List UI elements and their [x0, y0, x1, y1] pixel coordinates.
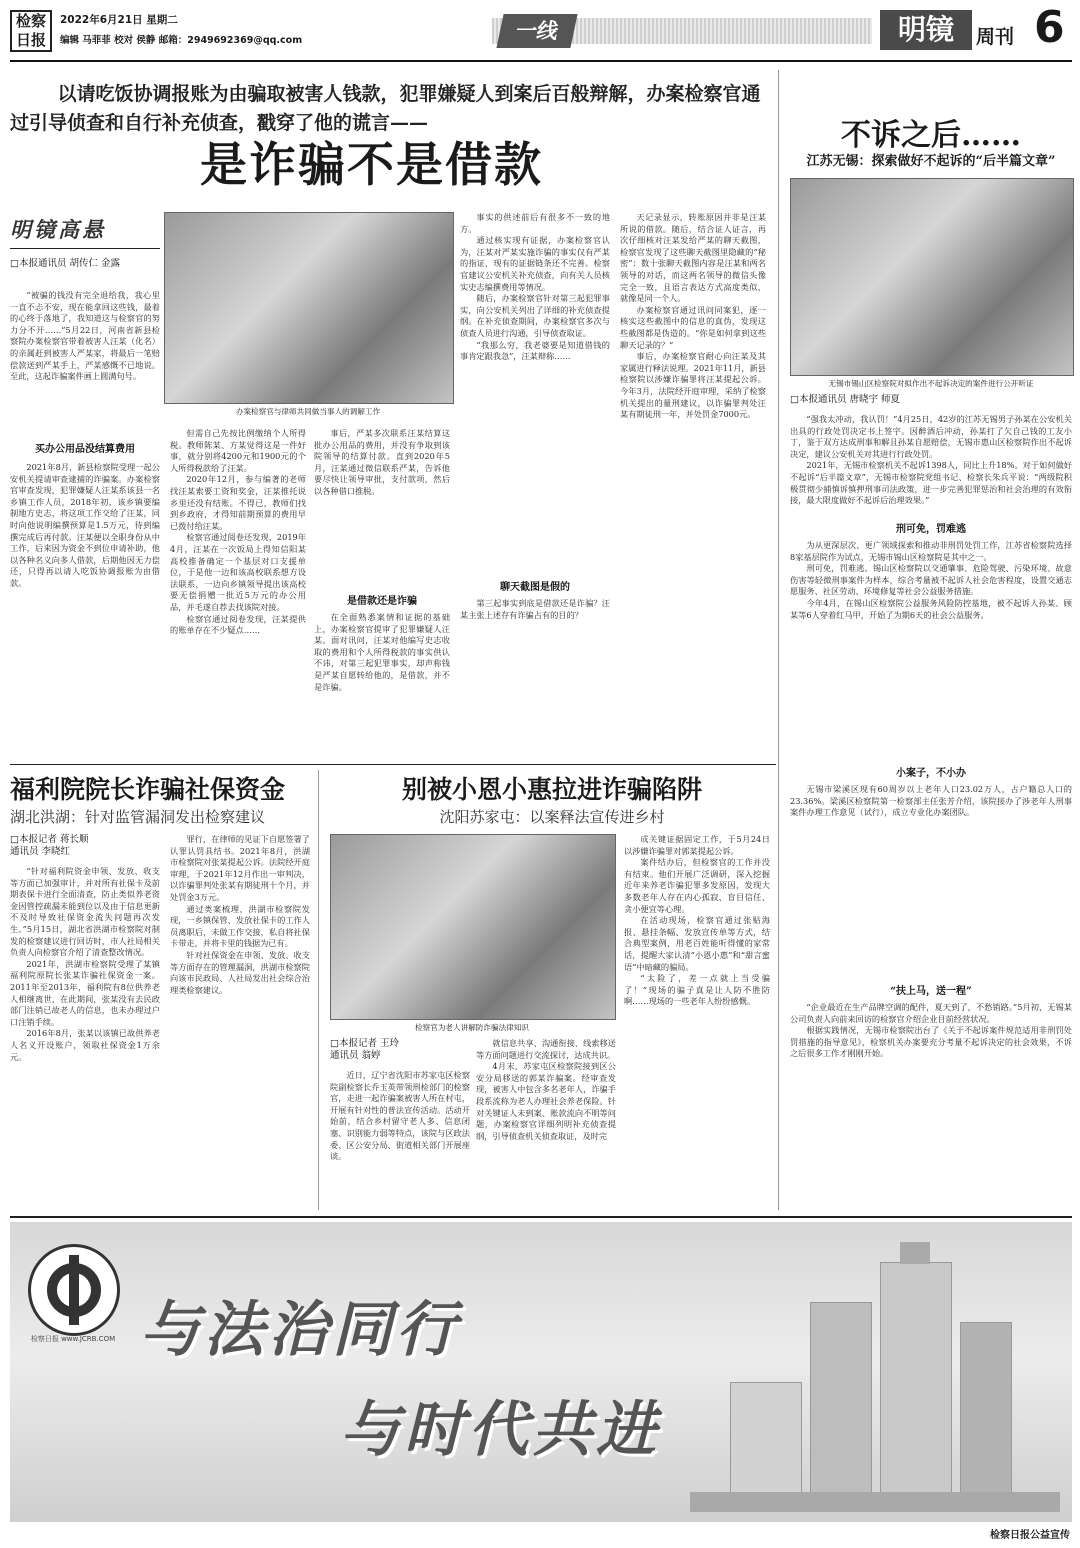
- right-subhead-2: 小案子，不小办: [896, 768, 966, 779]
- paragraph: 根据实践情况，无锡市检察院出台了《关于不起诉案件规范适用非刑罚处罚措施的指导意见》，检察机关办案要充分考量不起诉决定的社会效果，不诉之后很多工作才刚刚开始。: [790, 1025, 1072, 1059]
- paragraph: 2020年12月，参与编著的老师找汪某索要工资和奖金，汪某推托说乡里还没有结账。不得已，教师们找到乡政府，才得知前期预算的费用早已拨付给汪某。: [170, 474, 306, 531]
- jcrb-logo-icon: [28, 1244, 120, 1336]
- lead-column-4b: [460, 598, 610, 758]
- section-tag: 一线: [496, 14, 577, 48]
- paragraph: 随后，办案检察官针对第三起犯罪事实，向公安机关列出了详细的补充侦查提纲。在补充侦查期间，办案检察官多次与侦查人员进行沟通，引导侦查取证。: [460, 293, 610, 338]
- paragraph: 案件结办后，但检察官的工作并没有结束。他们开展广泛调研，深入挖掘近年来养老诈骗犯罪多发原因，发现大多数老年人存在内心孤寂、盲目信任、贪小便宜等心理。: [624, 857, 770, 914]
- paragraph: 4月末，苏家屯区检察院接到区公安分局移送的郭某诈骗案。经审查发现，被害人中包含多名老年人，诈骗手段系流称为老人办理社会养老保险。针对关键证人未到案、账款流向不明等问题，办案检察官详细列明补充侦查提纲，引导侦查机关侦查取证，及时完: [476, 1061, 616, 1141]
- right-body-4: [790, 1002, 1072, 1208]
- banner-slogan-2: 与时代共进: [340, 1395, 660, 1465]
- scam-subheadline: 沈阳苏家屯：以案释法宣传进乡村: [439, 808, 665, 826]
- lead-kicker: 以请吃饭协调报账为由骗取被害人钱款，犯罪嫌疑人到案后百般辩解，办案检察官通过引导侦查和自行补充侦查，戳穿了他的谎言——: [10, 83, 761, 134]
- date-line: 2022年6月21日 星期二: [60, 14, 178, 26]
- paragraph: “针对福利院资金申领、发放、收支等方面已加强审计，并对所有社保卡及前期表保卡进行全面清查，防止类似养老资金因管控疏漏未能到位以及由于信息更新不及时导致社保资金流失问题再次发生。”5月15日，湖北省洪湖市检察院对制发的检察建议进行回访时，市人社局相关负责人向检察官介绍了清查整改情况。: [10, 866, 160, 958]
- paragraph: “企业最近在生产品牌空调的配件，夏天到了，不愁销路。”5月初，无锡某公司负责人向前来回访的检察官介绍企业目前经营状况。: [790, 1002, 1072, 1024]
- lead-headline: 是诈骗不是借款: [200, 138, 543, 193]
- scam-photo: [330, 834, 616, 1020]
- lead-photo-caption: 办案检察官与律师共同做当事人的调解工作: [235, 407, 381, 416]
- lead-column-3: [314, 428, 450, 588]
- scam-column-2: [476, 1038, 616, 1208]
- column-label: 明镜高悬: [10, 217, 106, 242]
- paragraph: 就信息共享、沟通衔接、线索移送等方面问题进行交流探讨，达成共识。: [476, 1038, 616, 1060]
- paragraph: “被骗的钱没有完全退给我，我心里一直不忐不安，现在能拿回这些钱，最着的心终于落地了，我知道这与检察官的努力分不开……”5月22日，河南省新县检察院办案检察官带着被害人汪某（化名）的亲属赶到被害人严某家，将最后一笔赔偿款送到严某手上，严某感慨不已地说。至此，这起诈骗案件画上圆满句号。: [10, 290, 160, 382]
- paragraph: 但需自己先按比例缴纳个人所得税。教师陈某、方某觉得这是一件好事，就分别将4200元和1900元的个人所得税款给了汪某。: [170, 428, 306, 473]
- paragraph: 罪行，在律师的见证下自愿签署了认罪认罚具结书。2021年8月，洪湖市检察院对张某提起公诉。法院经开庭审理，于2021年12月作出一审判决，以诈骗罪判处张某有期徒刑十个月，并处罚金3万元。: [170, 834, 310, 902]
- right-byline: □本报通讯员 唐晓宇 师夏: [790, 394, 901, 405]
- paragraph: 2021年8月，新县检察院受理一起公安机关提请审查逮捕的诈骗案。办案检察官审查发现，犯罪嫌疑人汪某系该县一名乡镇工作人员，2018年初，该乡镇要编制地方史志，将这项工作交给了汪某，同时向他说明编撰预算是1.5万元，待到编撰完成后再付款。汪某便以全职身份从中工作，后来因为资金不到位申请补助，他以各种名义向多人借款，后期他因无力偿还，只得再以请人吃饭协调报账为由借款。: [10, 462, 160, 588]
- welfare-subheadline: 湖北洪湖：针对监管漏洞发出检察建议: [10, 808, 266, 826]
- paragraph: 2021年，无锡市检察机关不起诉1398人，同比上升18%。对于如何做好不起诉“后半篇文章”，无锡市检察院党组书记、检察长朱兵平说：“两级院积极贯彻少捕慎诉慎押刑事司法政策，进一步完善犯罪惩治和社会治理的有效衔接，最大限度做好不起诉后治理效果。”: [790, 460, 1072, 506]
- lead-subhead-3: 聊天截图是假的: [500, 582, 570, 593]
- brand-name: 明镜: [880, 10, 972, 50]
- lead-column-2: [170, 428, 306, 758]
- lead-subhead-2: 是借款还是诈骗: [347, 596, 417, 607]
- banner-slogan-1: 与法治同行: [140, 1295, 460, 1365]
- lead-photo: [164, 212, 454, 404]
- banner-footer: 检察日报公益宣传: [990, 1530, 1070, 1541]
- paragraph: 天记录显示，转账原因并非是汪某所说的借款。随后，结合证人证言，再次仔细核对汪某发给严某的聊天截图，检察官发现了这些聊天截图里隐藏的“秘密”：数十张聊天截图内容是汪某和两名领导的对话，而这两名领导的微信头像完全一致，且语言表达方式高度类似，就像是同一个人。: [620, 212, 766, 304]
- paragraph: 办案检察官通过讯问同案犯，逐一核实这些截图中的信息的真伪，发现这些截图都是伪造的。“你是如何拿到这些聊天记录的？”: [620, 304, 766, 350]
- lead-column-5: [620, 212, 766, 758]
- welfare-column-2: [170, 834, 310, 1208]
- paragraph: 2021年，洪湖市检察院受理了某镇福利院原院长张某诈骗社保资金一案。2011年至2013年，福利院有8位供养老人相继离世，在此期间，张某没有去民政部门注销已故老人的信息，也未办理过户口注销手续。: [10, 958, 160, 1027]
- paragraph: 为从更深层次、更广领域探索和推动非刑罚处罚工作，江苏省检察院选择8家基层院作为试点，无锡市锡山区检察院是其中之一。: [790, 540, 1072, 562]
- paragraph: 针对社保资金在申领、发放、收支等方面存在的管理漏洞，洪湖市检察院向该市民政局、人社局发出社会综合治理类检察建议。: [170, 949, 310, 995]
- paragraph: “我那么穷，我老婆要是知道借钱的事肯定跟我急”，汪某辩称……: [460, 339, 610, 362]
- paragraph: 事后，办案检察官耐心向汪某及其家属进行释法说理。2021年11月，新县检察院以涉嫌诈骗罪将汪某提起公诉。今年3月，法院经开庭审理，采纳了检察机关提出的量刑建议，以诈骗罪判处汪某有期徒刑一年，并处罚金7000元。: [620, 351, 766, 420]
- lead-column-3b: [314, 612, 450, 758]
- paragraph: 2016年8月，张某以该镇已故供养老人名义开设账户，领取社保资金1万余元。: [10, 1028, 160, 1062]
- lead-column-1: [10, 290, 160, 383]
- paragraph: 检察官通过阅卷还发现，2019年4月，汪某在一次饭局上得知信阳某高校推备确定一个基层对口支援单位，于是他一边和该高校联系想方设法联系，一边向乡镇领导提出该高校要无偿捐赠一批近5万元的办公用品，并毛遂自荐去找该院对接。: [170, 532, 306, 612]
- scam-photo-caption: 检察官为老人讲解防诈骗法律知识: [415, 1023, 529, 1032]
- scam-column-1: [330, 1070, 470, 1208]
- paragraph: 今年4月，在锡山区检察院公益服务风险防控基地，被不起诉人孙某、顾某等6人穿着红马甲，开始了为期6天的社会公益服务。: [790, 597, 1072, 620]
- newspaper-logo: 检察日报: [10, 10, 52, 52]
- paragraph: 在活动现场，检察官通过张贴海报、悬挂条幅、发放宣传单等方式，结合典型案例，用老百姓能听得懂的家常话，提醒大家认清“小恩小惠”和“甜言蜜语”中暗藏的骗局。: [624, 915, 770, 972]
- masthead: [0, 0, 1080, 62]
- paragraph: 近日，辽宁省沈阳市苏家屯区检察院副检察长乔玉英带领刑检部门的检察官，走进一起诈骗案被害人所在村屯，开展有针对性的普法宣传活动。活动开始前，结合乡村留守老人多、信息闭塞、识别能力弱等特点，该院与区政法委、区公安分局、街道相关部门开展座谈。: [330, 1070, 470, 1162]
- scam-column-3: [624, 834, 770, 1208]
- paragraph: 通过核实现有证据，办案检察官认为，汪某对严某实施诈骗的事实仅有严某的指证，现有的证据链条还不完善。检察官建议公安机关补充侦查，向有关人员核实史志编撰费用等情况。: [460, 235, 610, 292]
- paragraph: 事后，严某多次联系汪某结算这批办公用品的费用，并没有争取到该院领导的结算付款。直到2020年5月，汪某通过微信联系严某，告诉他要尽快让领导审批，支付款项，然后以各种借口推脱。: [314, 428, 450, 496]
- paragraph: 通过类案梳理，洪湖市检察院发现，一乡镇保管、发放社保卡的工作人员离职后，未做工作交接，私自将社保卡带走，并将卡里的钱据为已有。: [170, 903, 310, 949]
- lead-column-4: [460, 212, 610, 572]
- scam-headline: 别被小恩小惠拉进诈骗陷阱: [401, 775, 702, 804]
- right-subhead-1: 刑可免，罚难逃: [896, 524, 966, 535]
- welfare-headline: 福利院院长诈骗社保资金: [10, 775, 286, 804]
- welfare-byline: □本报记者 蒋长顺 通讯员 李晓红: [10, 834, 89, 857]
- city-skyline-illustration: [690, 1242, 1060, 1512]
- right-subheadline: 江苏无锡：探索做好不起诉的“后半篇文章”: [806, 154, 1056, 169]
- paragraph: 检察官通过阅卷发现，汪某提供的账单存在不少疑点……: [170, 613, 306, 636]
- paragraph: 无锡市梁溪区现有60周岁以上老年人口23.02万人，占户籍总人口的23.36%。梁溪区检察院第一检察部主任张芳介绍，该院接办了涉老年人刑事案件办理工作意见（试行），成立专业化办案团队。: [790, 784, 1072, 818]
- paragraph: 刑可免，罚难逃。锡山区检察院以交通肇事、危险驾驶、污染环境、故意伤害等轻微刑事案件为样本，综合考量被不起诉人社会危害程度，设置交通志愿服务、社区劳动、环境修复等社会公益服务措施。: [790, 563, 1072, 597]
- paragraph: 成关键证据固定工作，于5月24日以涉嫌诈骗罪对郭某提起公诉。: [624, 834, 770, 856]
- lead-subhead-1: 买办公用品没结算费用: [35, 444, 135, 455]
- brand-suffix: 周刊: [976, 26, 1015, 48]
- public-service-banner: [10, 1222, 1072, 1522]
- paragraph: 在全面熟悉案情和证据的基础上，办案检察官提审了犯罪嫌疑人汪某。面对讯问，汪某对他编写史志收取的费用和个人所得税款的事实供认不讳，对第三起犯罪事实，却声称钱是严某自愿转给他的，是借款，并不是诈骗。: [314, 612, 450, 692]
- right-body-2: [790, 540, 1072, 746]
- right-body-3: [790, 784, 1072, 976]
- page-number: 6: [1034, 2, 1065, 53]
- paragraph: 第三起事实到底是借款还是诈骗？汪某主张上述存有诈骗占有的目的？: [460, 598, 610, 620]
- right-headline: 不诉之后……: [841, 118, 1021, 153]
- paragraph: “太险了，差一点就上当受骗了！”现场的骗子真是让人防不胜防啊……现场的一些老年人纷纷感慨。: [624, 973, 770, 1007]
- paragraph: “强我太冲动，我认罚！”4月25日，42岁的江苏无锡男子孙某在公安机关出具的行政处罚决定书上签字。因醉酒后冲动，孙某打了欠自己钱的工友小丁，鉴于双方达成刑事和解且孙某自愿赔偿，无锡市惠山区检察院作出不起诉决定，建议公安机关对其进行行政处罚。: [790, 414, 1072, 459]
- right-photo-caption: 无锡市锡山区检察院对拟作出不起诉决定的案件进行公开听证: [828, 379, 1034, 388]
- lead-column-1b: [10, 462, 160, 762]
- banner-logo-caption: 检察日报 www.JCRB.COM: [30, 1335, 116, 1343]
- editor-line: 编辑 马菲菲 校对 侯静 邮箱：2949692369@qq.com: [60, 35, 303, 46]
- right-subhead-3: “扶上马，送一程”: [890, 986, 972, 997]
- welfare-column-1: [10, 866, 160, 1208]
- lead-byline: □本报通讯员 胡传仁 金露: [10, 258, 121, 269]
- right-photo: [790, 178, 1074, 376]
- scam-byline: □本报记者 王玲 通讯员 翁婷: [330, 1038, 399, 1061]
- paragraph: 事实的供述前后有很多不一致的地方。: [460, 212, 610, 234]
